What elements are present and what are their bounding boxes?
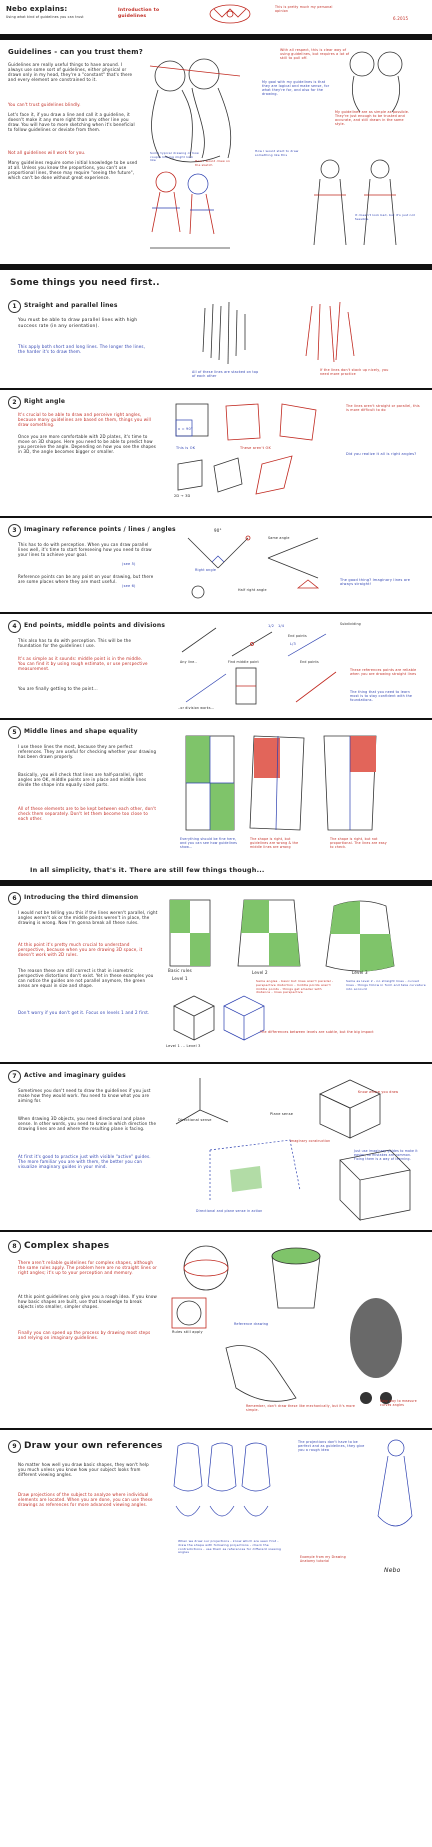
s4-label-any: Any line.. bbox=[180, 660, 197, 664]
s0-construction-sketch bbox=[140, 168, 250, 256]
s8-label-ref: Reference drawing bbox=[234, 1322, 269, 1326]
s2-square-ok bbox=[172, 400, 214, 442]
s0-p3-red: Not all guidelines will work for you. bbox=[8, 150, 86, 155]
s4-label-ends2: End points bbox=[300, 660, 319, 664]
section-divider bbox=[0, 718, 432, 720]
s4-frac-b: 1/4 bbox=[278, 624, 285, 628]
s7-label-dir: Directional sense bbox=[178, 1118, 212, 1122]
s0-kiss-sketch-2 bbox=[332, 44, 422, 114]
s2-angle-label: x = 90° bbox=[178, 427, 193, 431]
s0-note-g: It doesn't look bad, but it's just not feasible. bbox=[355, 213, 417, 221]
s3-label-same: Same angle bbox=[268, 536, 290, 540]
s7-p2: When drawing 3D objects, you need directional and plane sense. In other words, you need to know in which direction the drawing lines are and where the resulting plane is facing. bbox=[18, 1116, 158, 1131]
s1-note-b: If the lines don't stack up nicely, you need more practice bbox=[320, 368, 390, 376]
s7-label-plane: Plane sense bbox=[270, 1112, 294, 1116]
s3-note-a: The good thing? Imaginary lines are always straight! bbox=[340, 578, 412, 587]
s8-note-b: Remember, don't draw these like mechanically, but it's more simple. bbox=[246, 1404, 357, 1412]
s4-p2: It's as simple as it sounds: middle point is in the middle. You can find it by using rough estimate, or use perspective measurement. bbox=[18, 656, 150, 671]
s8-label-rules: Rules still apply bbox=[172, 1330, 203, 1334]
s1-title: Straight and parallel lines bbox=[24, 302, 118, 309]
header-topic: Introduction to guidelines bbox=[118, 8, 162, 19]
s4-label-div: ..or division works... bbox=[178, 706, 215, 710]
s4-label-find: Find middle point bbox=[228, 660, 259, 664]
s0-p1-red: You can't trust guidelines blindly. bbox=[8, 102, 81, 107]
s9-torso-projections bbox=[168, 1436, 278, 1536]
section-divider bbox=[0, 34, 432, 40]
s4-divisions-sketch bbox=[176, 622, 356, 712]
s6-levels-sketch bbox=[164, 896, 427, 1046]
header-note: This is pretty much my personal opinion bbox=[275, 5, 334, 13]
s0-bodies-sketch bbox=[300, 155, 425, 255]
s7-note-c: Imaginary construction bbox=[290, 1139, 331, 1143]
s9-note-c: Example from my Drawing Anatomy tutorial bbox=[300, 1555, 348, 1563]
s1-p2: This apply both short and long lines. The longer the lines, the harder it's to draw them. bbox=[18, 344, 147, 354]
s4-note-b: The thing that you need to learn most is to stay confident with the foundations. bbox=[350, 690, 414, 702]
s0-p4: Many guidelines require some initial knowledge to be used at all. Unless you know the proportions, you can't use proportional lines, these may require "seeing the future", which can't be done without great experience. bbox=[8, 160, 139, 180]
s8-number: 8 bbox=[8, 1240, 21, 1253]
s7-number: 7 bbox=[8, 1070, 21, 1083]
header-title: Nebo explains: bbox=[6, 5, 68, 13]
s5-shape-equality bbox=[180, 732, 390, 836]
s2-label-bad: These aren't OK bbox=[240, 446, 271, 450]
s0-note-e: How I would draw on the sketch bbox=[195, 159, 232, 167]
section-divider bbox=[0, 612, 432, 614]
s4-label-ends: End points bbox=[288, 634, 307, 638]
section-divider bbox=[0, 388, 432, 390]
signature: Nebo bbox=[384, 1567, 401, 1574]
s2-label-ok: This is OK bbox=[176, 446, 196, 450]
s4-note-a: These references points are reliable when you are drawing straight lines bbox=[350, 668, 418, 676]
s5-number: 5 bbox=[8, 726, 21, 739]
s9-figure-sketch bbox=[366, 1436, 424, 1556]
s4-label-subdiv: Subdividing bbox=[340, 622, 361, 626]
s8-title: Complex shapes bbox=[24, 1241, 110, 1251]
s4-number: 4 bbox=[8, 620, 21, 633]
s0-heading: Guidelines - can you trust them? bbox=[8, 48, 144, 56]
section-divider bbox=[0, 1428, 432, 1430]
s6-note-l3: Same as level 2 - no straight lines - curved lines - things follow in form and take curvature into account bbox=[346, 979, 427, 991]
s5-p2: Basically, you will check that lines are half-parallel, right angles are OK, middle points are in place and middle lines divide the shape into equally sized parts. bbox=[18, 772, 148, 787]
s6-label-levels: Level 1 ... Level 3 bbox=[166, 1044, 201, 1048]
s0-note-f: How I would start to draw something like this bbox=[255, 149, 300, 157]
s6-note-diff: The differences between levels are subtle, but the big impact bbox=[260, 1030, 374, 1034]
s0-note-c: My guidelines are as simple as possible. They're just enough to be trusted and accurate, and still drawn in the same style. bbox=[335, 110, 411, 126]
s6-note-l2: Same angles - basic but lines aren't parallel - perspective distortion - middle points aren't middle points - things get smaller with distance - lines perspective bbox=[256, 979, 335, 995]
s1-parallel-lines-bad bbox=[300, 300, 370, 370]
s3-number: 3 bbox=[8, 524, 21, 537]
s2-3d-planes bbox=[172, 452, 322, 512]
s8-p3: Finally you can speed up the process by drawing most steps and relying on imaginary guidelines. bbox=[18, 1330, 152, 1340]
s3-p2: Reference points can be any point on your drawing, but there are some places where they are most useful. bbox=[18, 574, 155, 584]
s4-frac-a: 1/2 bbox=[268, 624, 275, 628]
s0-note-a: With all respect, this is clear way of using guidelines, but requires a lot of skill to pull off. bbox=[280, 48, 351, 60]
s8-p2: At this point guidelines only give you a rough idea. If you know how basic shapes are built, use that knowledge to break objects into smaller, simpler shapes. bbox=[18, 1294, 159, 1309]
s6-label-l2: Level 2 bbox=[252, 970, 268, 975]
s3-label-half: Half right angle bbox=[238, 588, 267, 592]
s2-squares-bad bbox=[222, 400, 332, 444]
s0-p1: Guidelines are really useful things to have around. I always use some sort of guidelines, either physical or drawn only in my head, they're a "constant" that's there and every element are constrained to it. bbox=[8, 62, 134, 82]
s9-p1: No matter how well you draw basic shapes, they won't help you much unless you know how your subject looks from different viewing angles. bbox=[18, 1462, 151, 1477]
s4-p1: This also has to do with perception. This will be the foundation for the guidelines I use. bbox=[18, 638, 133, 648]
nebo-logo-sketch bbox=[200, 3, 260, 25]
s6-p3: The reason these are still correct is that in isometric perspective distortions don't exist. Yet in these examples you can notice the guides are not parallel anymore, the green areas are equal in size and shape. bbox=[18, 968, 155, 988]
s7-p3: At first it's good to practice just with visible "active" guides. The more familiar you are with them, the better you can visualize imaginary guides in your mind. bbox=[18, 1154, 153, 1169]
s3-ref-b: (see 6) bbox=[122, 584, 136, 588]
s9-note-b: When we draw our projections - know which are seen first - draw the shape with following projections - check the contradictions - use them as references for different viewing angles bbox=[178, 1539, 283, 1555]
s7-label-dirplane: Directional and plane sense in action bbox=[196, 1209, 263, 1213]
s6-p4: Don't worry if you don't get it. Focus on levels 1 and 2 first. bbox=[18, 1010, 150, 1015]
section-divider bbox=[0, 1062, 432, 1064]
s1-number: 1 bbox=[8, 300, 21, 313]
s1-heading: Some things you need first.. bbox=[10, 278, 160, 288]
section-divider bbox=[0, 264, 432, 270]
s2-p2: Once you are more comfortable with 2D plates, it's time to move on 3D shapes. Here you need to be able to predict how you perceive the angle. Depending on how you see the shapes in 3D, the angle becomes bigger or smaller. bbox=[18, 434, 158, 454]
s3-label-90: 90° bbox=[214, 528, 222, 533]
s5-tail: In all simplicity, that's it. There are still few things though... bbox=[30, 866, 265, 874]
s4-p3: You are finally getting to the point... bbox=[18, 686, 98, 691]
s5-title: Middle lines and shape equality bbox=[24, 728, 138, 735]
s7-note-b: Just use imaginary guides to make it easier, so mistakes are common. Fixing them is a way of learning. bbox=[354, 1149, 419, 1161]
s9-note-a: The projections don't have to be perfect and as guidelines, they give you a rough idea bbox=[298, 1440, 366, 1452]
s3-title: Imaginary reference points / lines / angles bbox=[24, 526, 176, 533]
s0-note-b: My goal with my guidelines is that they are logical and make sense, for what they're for, and also for the drawing. bbox=[262, 80, 331, 96]
s4-frac-c: L/3 bbox=[290, 642, 296, 646]
s0-p2: Let's face it, if you draw a line and call it a guideline, it doesn't make it any more right than any other line you draw. You will have to more sketching when it's beneficial to follow guidelines or deviate from them. bbox=[8, 112, 137, 132]
s2-note-a: The lines aren't straight or parallel, this is more difficult to do bbox=[346, 404, 422, 412]
s3-ref-a: (see 5) bbox=[122, 562, 136, 566]
s8-note-a: Easy way to measure curves angles bbox=[380, 1399, 419, 1407]
s1-note-a: All of these lines are stacked on top of each other bbox=[192, 370, 260, 378]
s6-title: Introducing the third dimension bbox=[24, 894, 139, 901]
s5-p1: I use these lines the most, because they are perfect references. They are useful for checking whether your drawing has been drawn properly. bbox=[18, 744, 158, 759]
s9-title: Draw your own references bbox=[24, 1441, 163, 1451]
s6-p2: At this point it's pretty much crucial to understand perspective, because when you are drawing 3D space, it doesn't work with 2D rules. bbox=[18, 942, 144, 957]
s3-p1: This has to do with perception. When you can draw parallel lines well, it's time to start foreseeing how you need to draw your lines to achieve your goal. bbox=[18, 542, 154, 557]
s5-label-a: Everything should be fine here, and you can see how guidelines show... bbox=[180, 837, 239, 849]
s2-label-2d3d: 2D → 3D bbox=[174, 494, 191, 498]
s2-title: Right angle bbox=[24, 398, 66, 405]
s1-parallel-lines-ok bbox=[195, 300, 265, 370]
s6-number: 6 bbox=[8, 892, 21, 905]
s3-label-ra: Right angle bbox=[195, 568, 217, 572]
s1-p1: You must be able to draw parallel lines with high success rate (in any orientation). bbox=[18, 318, 139, 329]
s4-title: End points, middle points and divisions bbox=[24, 622, 166, 629]
s9-p2: Draw projections of the subject to analyze where individual elements are located. When you are done, you can use these drawings as references for more advanced viewing angles. bbox=[18, 1492, 155, 1507]
s7-note-a: Know where you draw bbox=[358, 1090, 399, 1094]
s8-p1: There aren't reliable guidelines for complex shapes, although the same rules apply. The problem here are no straight lines or right angles; it's up to your perception and memory. bbox=[18, 1260, 159, 1275]
s5-label-c: The shape is right, but not proportional. The lines are easy to check. bbox=[330, 837, 389, 849]
s6-label-basic: Basic rules bbox=[168, 968, 192, 973]
section-divider bbox=[0, 1230, 432, 1232]
s9-number: 9 bbox=[8, 1440, 21, 1453]
s2-note-b: Did you realize it all is right angles? bbox=[346, 452, 417, 456]
s7-p1: Sometimes you don't need to draw the guidelines if you just make how they would work. You need to know what you are aiming for. bbox=[18, 1088, 153, 1103]
s2-p1: It's crucial to be able to draw and perceive right angles, because many guidelines are based on them, things you will draw something. bbox=[18, 412, 153, 427]
s2-number: 2 bbox=[8, 396, 21, 409]
section-divider bbox=[0, 516, 432, 518]
header-subtitle: Using what kind of guidelines you can trust bbox=[6, 15, 84, 19]
s6-label-l1: Level 1 bbox=[172, 976, 188, 981]
s5-p2-red: All of these elements are to be kept between each other, don't check them separately. Don't let them become too close to each other. bbox=[18, 806, 158, 821]
s7-title: Active and imaginary guides bbox=[24, 1072, 126, 1079]
s5-label-b: The shape is right, but guidelines are wrong & the middle lines are wrong bbox=[250, 837, 300, 849]
section-divider bbox=[0, 880, 432, 886]
header-date: 6.2015 bbox=[393, 16, 409, 21]
s6-label-l3: Level 3 bbox=[352, 970, 368, 975]
s0-note-d: Some typical drawing of how couple kissing might look like bbox=[150, 151, 201, 163]
s8-complex-shapes-sketch bbox=[166, 1238, 422, 1418]
s6-p1: I would not be telling you this if the lines weren't parallel, right angles weren't ok or the middle points weren't in place, the drawing is wrong. Now I'm gonna break all these rules. bbox=[18, 910, 159, 925]
